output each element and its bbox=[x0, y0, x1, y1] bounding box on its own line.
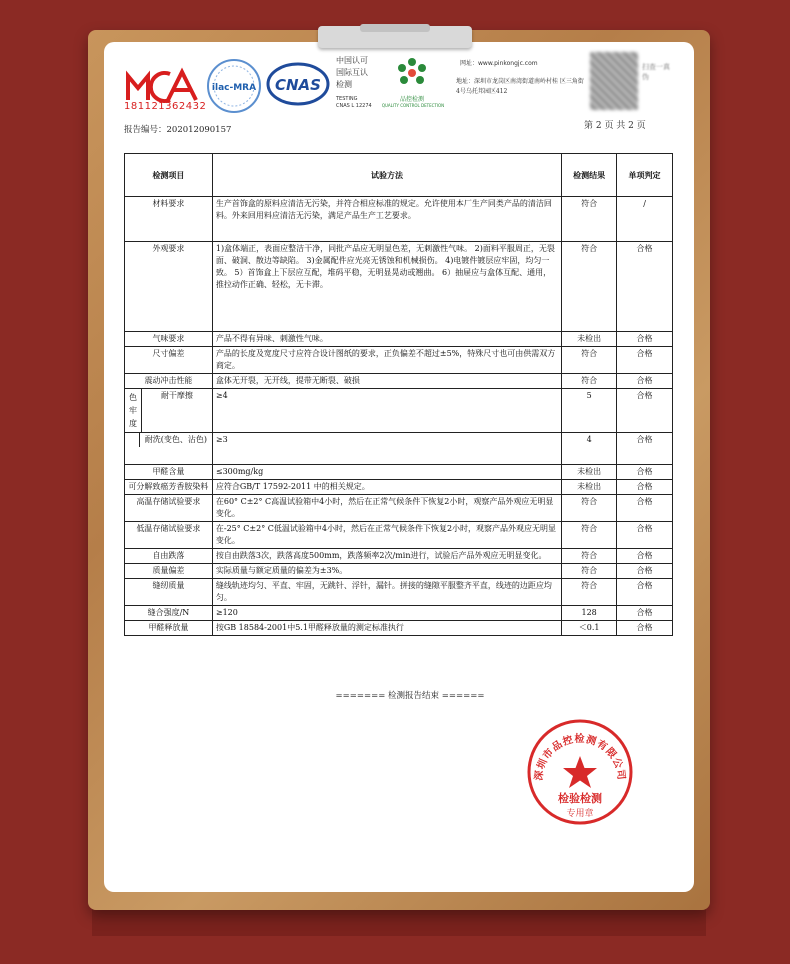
row-item: 外观要求 bbox=[125, 242, 213, 332]
row-method: 缝线轨迹均匀、平直、牢固，无跳针、浮针，漏针。拼接的缝隙平服整齐平直，线迹的边距应均匀。 bbox=[212, 579, 561, 606]
report-number bbox=[124, 123, 231, 135]
table-row bbox=[125, 433, 673, 465]
row-method: ≥4 bbox=[212, 389, 561, 433]
row-method: 产品的长度及宽度尺寸应符合设计图纸的要求，正负偏差不超过±5%，特殊尺寸也可由供需双方商定。 bbox=[212, 347, 561, 374]
fastness-group-label: 色牢度 bbox=[125, 389, 142, 432]
row-result: 符合 bbox=[562, 579, 617, 606]
ilac-mra-logo bbox=[206, 58, 262, 114]
address-label: 地址： bbox=[456, 78, 475, 85]
row-item: 尺寸偏差 bbox=[125, 347, 213, 374]
row-result: 未检出 bbox=[562, 480, 617, 495]
table-row bbox=[125, 480, 673, 495]
seal-line1: 检验检测 bbox=[558, 792, 602, 805]
row-verdict: 合格 bbox=[617, 606, 673, 621]
row-verdict: 合格 bbox=[617, 579, 673, 606]
row-item: 缝纫质量 bbox=[125, 579, 213, 606]
row-item: 材料要求 bbox=[125, 197, 213, 242]
table-row bbox=[125, 549, 673, 564]
row-item: 高温存储试验要求 bbox=[125, 495, 213, 522]
row-method: 盒体无开裂，无开线，提带无断裂、破损 bbox=[212, 374, 561, 389]
seal-ring-text: 深圳市品控检测有限公司 bbox=[533, 734, 627, 782]
row-method: 应符合GB/T 17592-2011 中的相关规定。 bbox=[212, 480, 561, 495]
website bbox=[460, 58, 538, 67]
row-method: ≤300mg/kg bbox=[212, 465, 561, 480]
row-method: 生产首饰盒的原料应清洁无污染，并符合相应标准的规定。允许使用本厂生产同类产品的清洁回料。外来回用料应清洁无污染，满足产品生产工艺要求。 bbox=[212, 197, 561, 242]
row-result: 符合 bbox=[562, 564, 617, 579]
row-result: 符合 bbox=[562, 347, 617, 374]
row-verdict: 合格 bbox=[617, 549, 673, 564]
fastness-item: 耐干摩擦 bbox=[160, 391, 193, 400]
row-verdict: 合格 bbox=[617, 522, 673, 549]
row-result: 符合 bbox=[562, 242, 617, 332]
cma-number: 181121362432 bbox=[124, 101, 207, 112]
report-end-marker: ======= 检测报告结束 ====== bbox=[335, 691, 485, 701]
row-item: 甲醛释放量 bbox=[125, 621, 213, 636]
seal-line2: 专用章 bbox=[566, 809, 594, 819]
header-item: 检测项目 bbox=[125, 154, 213, 197]
fastness-cell bbox=[125, 433, 213, 465]
row-method: ≥3 bbox=[212, 433, 561, 465]
row-item: 低温存储试验要求 bbox=[125, 522, 213, 549]
row-verdict: 合格 bbox=[617, 564, 673, 579]
official-seal bbox=[526, 718, 634, 826]
table-row bbox=[125, 522, 673, 549]
table-row bbox=[125, 495, 673, 522]
header-result: 检测结果 bbox=[562, 154, 617, 197]
report-number-label: 报告编号： bbox=[124, 125, 167, 135]
cnas-sub bbox=[336, 96, 372, 110]
fastness-item: 耐洗(变色、沾色) bbox=[144, 435, 208, 444]
company-caption: 品控检测 bbox=[399, 96, 424, 103]
row-verdict: 合格 bbox=[617, 389, 673, 433]
row-method: 在60° C±2° C高温试验箱中4小时，然后在正常气候条件下恢复2小时，观察产品外观应无明显变化。 bbox=[212, 495, 561, 522]
row-verdict: 合格 bbox=[617, 374, 673, 389]
header-method: 试验方法 bbox=[212, 154, 561, 197]
row-method: 按GB 18584-2001中5.1甲醛释放量的测定标准执行 bbox=[212, 621, 561, 636]
row-result: 128 bbox=[562, 606, 617, 621]
table-row bbox=[125, 197, 673, 242]
cma-logo bbox=[124, 66, 202, 106]
row-result: 符合 bbox=[562, 495, 617, 522]
page-info: 第 2 页 共 2 页 bbox=[584, 121, 646, 131]
recognition-line: 检测 bbox=[336, 80, 352, 89]
qr-code bbox=[590, 52, 638, 110]
row-item: 质量偏差 bbox=[125, 564, 213, 579]
row-verdict: 合格 bbox=[617, 465, 673, 480]
website-label: 网址： bbox=[460, 60, 479, 67]
report-number-value: 202012090157 bbox=[166, 125, 232, 135]
row-item: 自由跌落 bbox=[125, 549, 213, 564]
row-verdict: 合格 bbox=[617, 433, 673, 465]
table-row bbox=[125, 621, 673, 636]
row-result: ＜0.1 bbox=[562, 621, 617, 636]
row-method: 在-25° C±2° C低温试验箱中4小时，然后在正常气候条件下恢复2小时，观察产品外观应无明显变化。 bbox=[212, 522, 561, 549]
table-row bbox=[125, 389, 673, 433]
header-verdict: 单项判定 bbox=[617, 154, 673, 197]
cnas-text: CNAS bbox=[275, 76, 321, 94]
ilac-text: ilac-MRA bbox=[211, 83, 257, 93]
qr-side-text: 扫查一真伪 bbox=[642, 63, 670, 81]
row-verdict: 合格 bbox=[617, 242, 673, 332]
address-value: 深圳市龙岗区南湾街道南岭村桂 区三角街4号乌托邦园区412 bbox=[456, 78, 584, 95]
table-row bbox=[125, 564, 673, 579]
fastness-group-spacer bbox=[125, 433, 140, 447]
clipboard-clip-top bbox=[360, 24, 430, 32]
row-method: 实际质量与额定质量的偏差为±3%。 bbox=[212, 564, 561, 579]
row-item: 震动冲击性能 bbox=[125, 374, 213, 389]
row-item: 甲醛含量 bbox=[125, 465, 213, 480]
table-row bbox=[125, 606, 673, 621]
table-row bbox=[125, 374, 673, 389]
table-row bbox=[125, 332, 673, 347]
table-row bbox=[125, 242, 673, 332]
test-table bbox=[124, 153, 673, 636]
row-verdict: 合格 bbox=[617, 480, 673, 495]
recognition-line: 中国认可 bbox=[336, 56, 368, 65]
row-verdict: / bbox=[617, 197, 673, 242]
recognition-lines bbox=[336, 55, 368, 91]
fastness-cell bbox=[125, 389, 213, 433]
cnas-sub-line: TESTING bbox=[336, 96, 358, 102]
address bbox=[456, 77, 586, 97]
company-logo bbox=[394, 56, 430, 90]
row-result: 符合 bbox=[562, 522, 617, 549]
board-shadow bbox=[92, 906, 706, 936]
row-method: ≥120 bbox=[212, 606, 561, 621]
row-result: 符合 bbox=[562, 549, 617, 564]
row-item: 气味要求 bbox=[125, 332, 213, 347]
recognition-line: 国际互认 bbox=[336, 68, 368, 77]
cnas-logo bbox=[266, 62, 330, 106]
row-verdict: 合格 bbox=[617, 495, 673, 522]
row-result: 未检出 bbox=[562, 465, 617, 480]
cnas-sub-line: CNAS L 12274 bbox=[336, 103, 372, 109]
row-verdict: 合格 bbox=[617, 621, 673, 636]
row-verdict: 合格 bbox=[617, 332, 673, 347]
company-caption-en: QUALITY CONTROL DETECTION bbox=[381, 103, 445, 108]
row-result: 符合 bbox=[562, 374, 617, 389]
table-row bbox=[125, 347, 673, 374]
seal-star-icon bbox=[563, 756, 597, 788]
table-header-row bbox=[125, 154, 673, 197]
row-result: 5 bbox=[562, 389, 617, 433]
row-method: 1)盒体端正，表面应整洁干净，同批产品应无明显色差，无刺激性气味。 2)面料平服周正，无裂面、破洞、散边等缺陷。 3)金属配件应光亮无锈蚀和机械损伤。 4)电镀件镀层应牢固，均匀一致。 5）首饰盒上下层应互配，堆码平稳，无明显晃动或翘曲。 6）抽屉应与盒体互配、通用，推拉动作正确、轻松，无卡滞。 bbox=[212, 242, 561, 332]
row-method: 按自由跌落3次，跌落高度500mm，跌落频率2次/min进行，试验后产品外观应无明显变化。 bbox=[212, 549, 561, 564]
row-item: 可分解致癌芳香胺染料 bbox=[125, 480, 213, 495]
row-method: 产品不得有异味、刺激性气味。 bbox=[212, 332, 561, 347]
website-value: www.pinkongjc.com bbox=[478, 60, 538, 67]
table-row bbox=[125, 465, 673, 480]
row-verdict: 合格 bbox=[617, 347, 673, 374]
row-result: 未检出 bbox=[562, 332, 617, 347]
row-result: 4 bbox=[562, 433, 617, 465]
row-result: 符合 bbox=[562, 197, 617, 242]
table-row bbox=[125, 579, 673, 606]
row-item: 缝合强度/N bbox=[125, 606, 213, 621]
